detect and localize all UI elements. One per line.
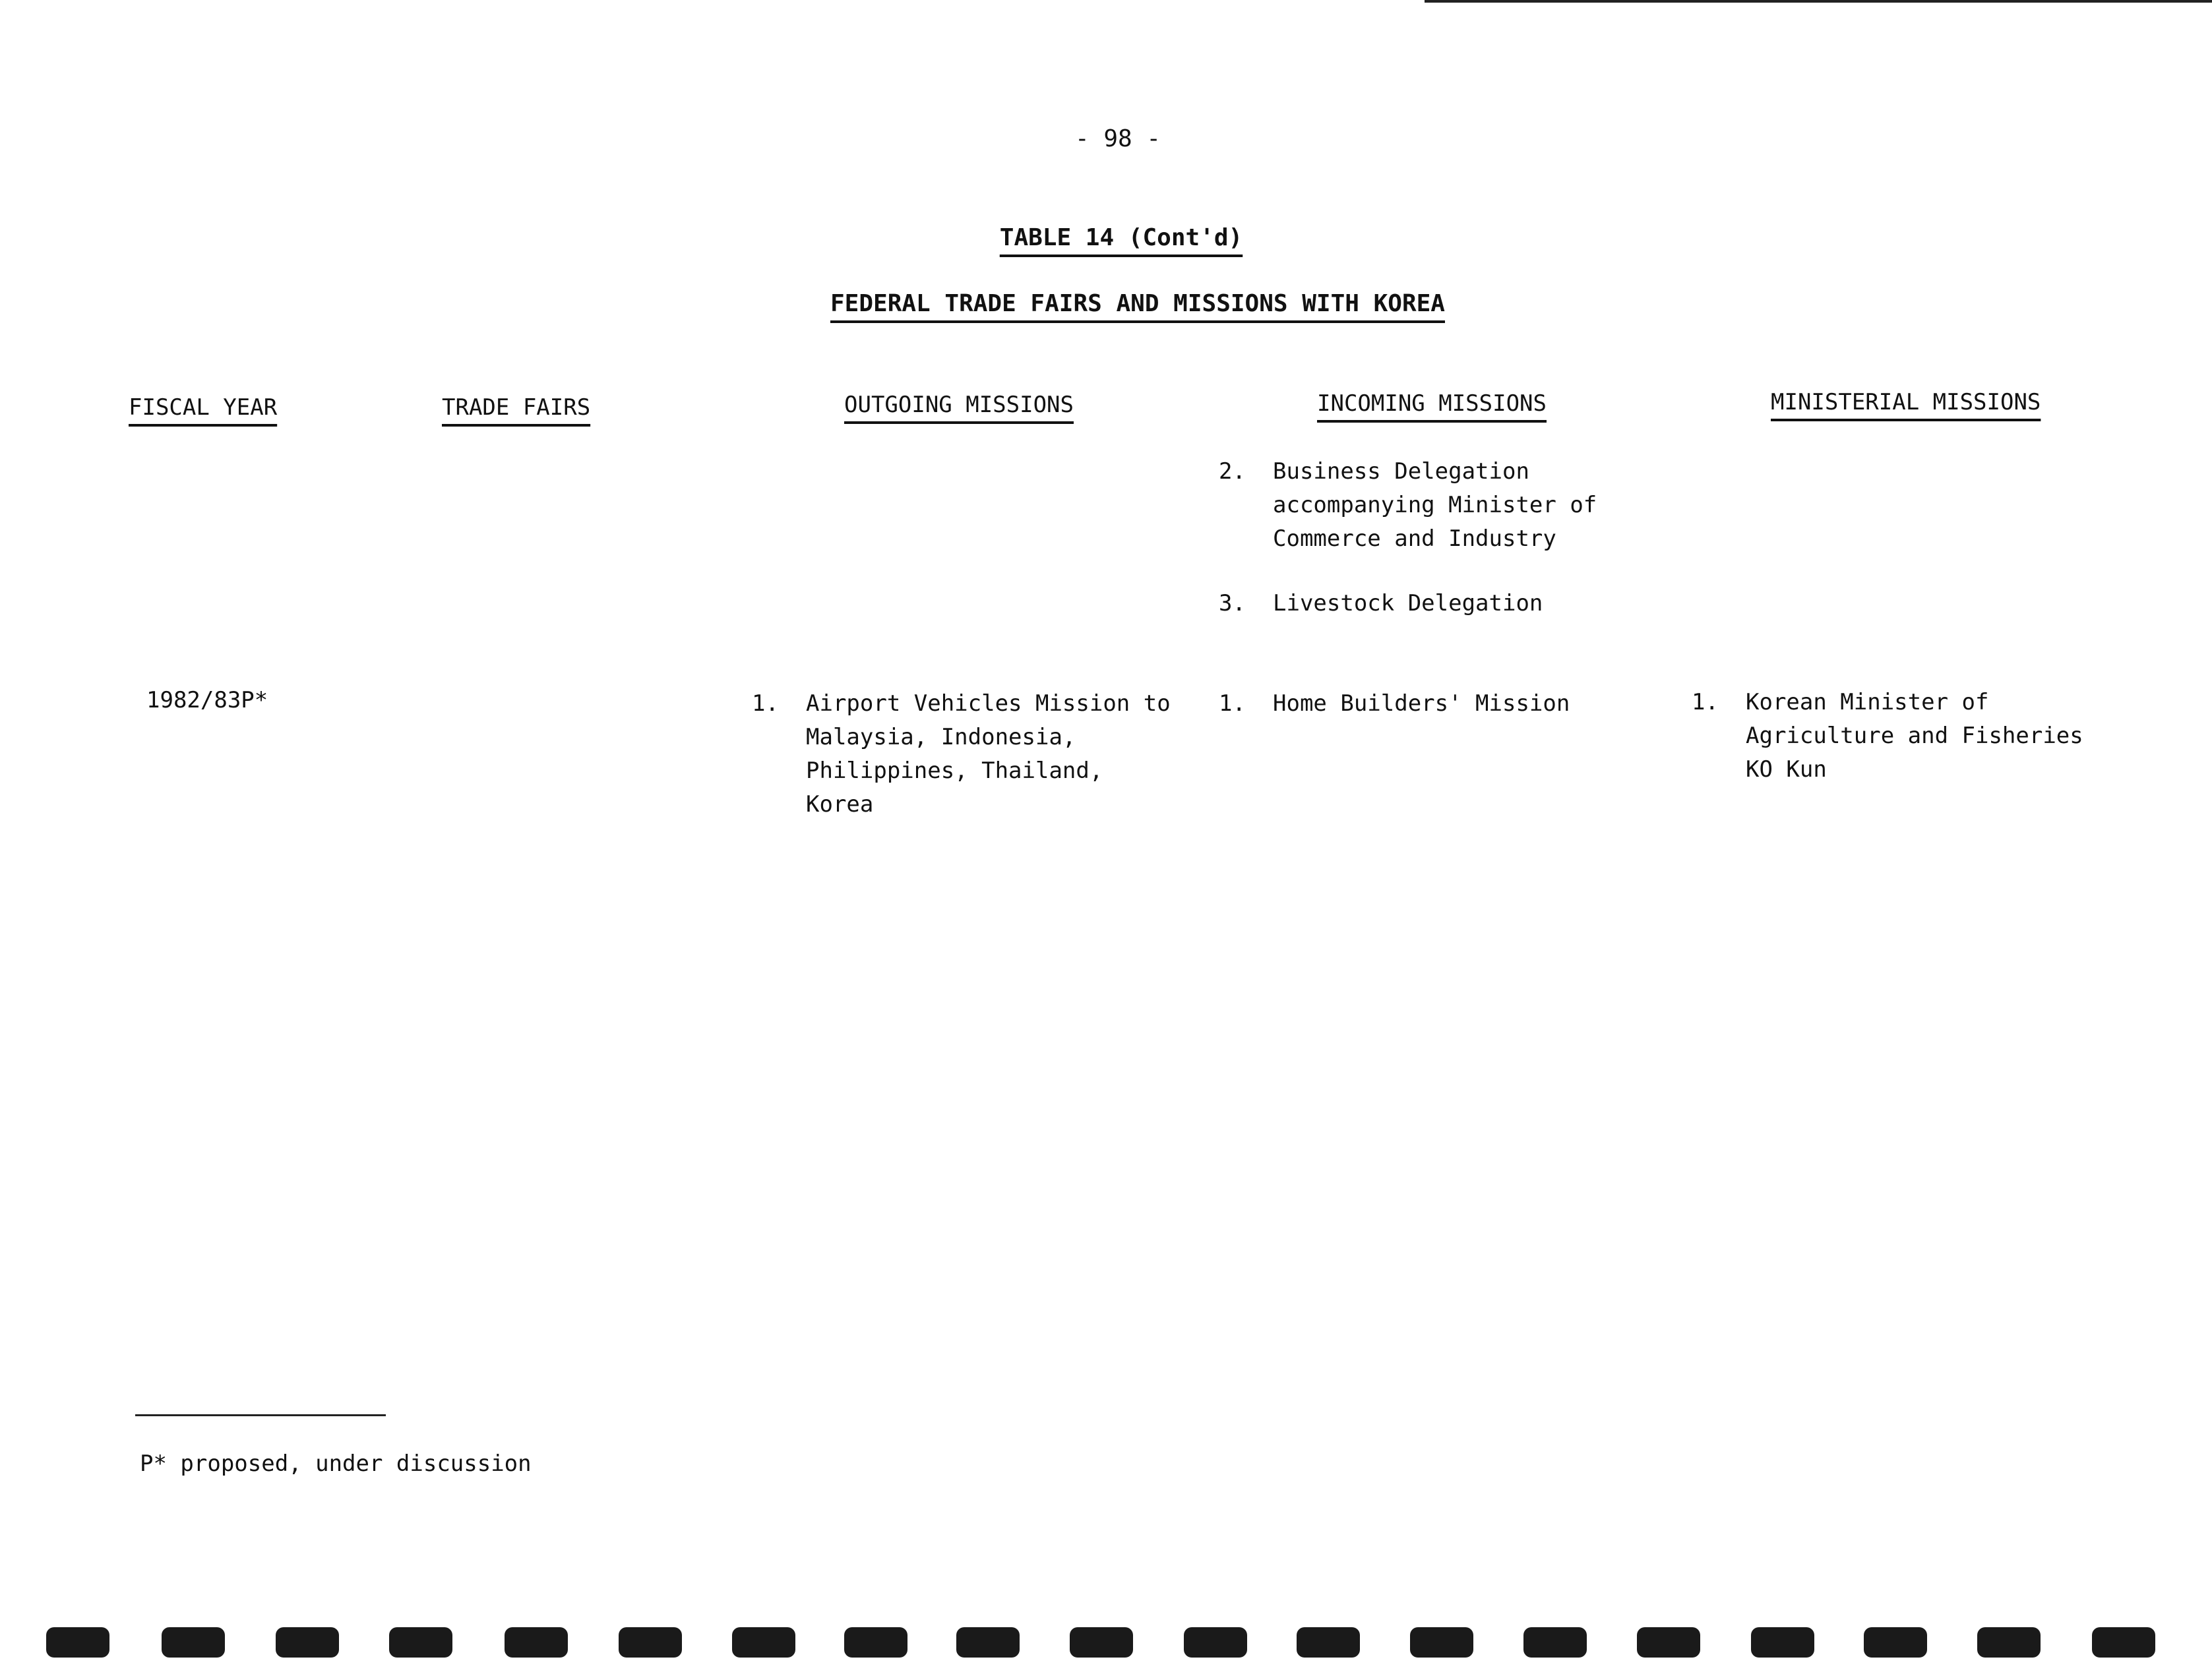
footnote-separator: [135, 1414, 386, 1416]
item-text: Airport Vehicles Mission to Malaysia, Indonesia, Philippines, Thailand, Korea: [806, 690, 1171, 818]
top-edge-rule: [1425, 0, 2212, 3]
column-header-fiscal-year: FISCAL YEAR: [129, 394, 278, 421]
punch-mark: [389, 1627, 452, 1658]
item-text: Business Delegation accompanying Minister of Commerce and Industry: [1273, 458, 1597, 552]
item-number: 1.: [752, 690, 779, 717]
punch-mark: [505, 1627, 568, 1658]
punch-mark: [2092, 1627, 2155, 1658]
table-title: TABLE 14 (Cont'd): [999, 224, 1243, 251]
column-header-outgoing-missions: OUTGOING MISSIONS: [844, 392, 1074, 418]
punch-mark: [1184, 1627, 1247, 1658]
item-text: Home Builders' Mission: [1273, 690, 1570, 717]
item-number: 1.: [1692, 689, 1719, 715]
punch-mark: [732, 1627, 795, 1658]
item-number: 1.: [1219, 690, 1246, 717]
punch-mark: [1297, 1627, 1360, 1658]
punch-mark: [1751, 1627, 1814, 1658]
column-header-incoming-missions: INCOMING MISSIONS: [1317, 390, 1547, 417]
punch-mark: [162, 1627, 225, 1658]
footnote: P* proposed, under discussion: [140, 1451, 532, 1477]
punch-mark: [1637, 1627, 1700, 1658]
column-header-trade-fairs: TRADE FAIRS: [442, 394, 591, 421]
punch-mark: [844, 1627, 907, 1658]
punch-mark: [1864, 1627, 1927, 1658]
page-number: - 98 -: [1074, 125, 1161, 152]
item-text: Korean Minister of Agriculture and Fisheries KO Kun: [1746, 689, 2083, 783]
punch-mark: [1523, 1627, 1587, 1658]
punch-mark: [956, 1627, 1020, 1658]
item-number: 2.: [1219, 458, 1246, 485]
punch-mark: [1977, 1627, 2041, 1658]
column-header-ministerial-missions: MINISTERIAL MISSIONS: [1771, 389, 2041, 415]
punch-mark: [276, 1627, 339, 1658]
punch-mark: [1410, 1627, 1473, 1658]
punch-mark: [619, 1627, 682, 1658]
fiscal-year-cell: 1982/83P*: [146, 687, 268, 713]
table-subtitle: FEDERAL TRADE FAIRS AND MISSIONS WITH KOREA: [830, 290, 1445, 317]
punch-mark: [1070, 1627, 1133, 1658]
item-text: Livestock Delegation: [1273, 590, 1543, 616]
punch-mark: [46, 1627, 109, 1658]
item-number: 3.: [1219, 590, 1246, 616]
